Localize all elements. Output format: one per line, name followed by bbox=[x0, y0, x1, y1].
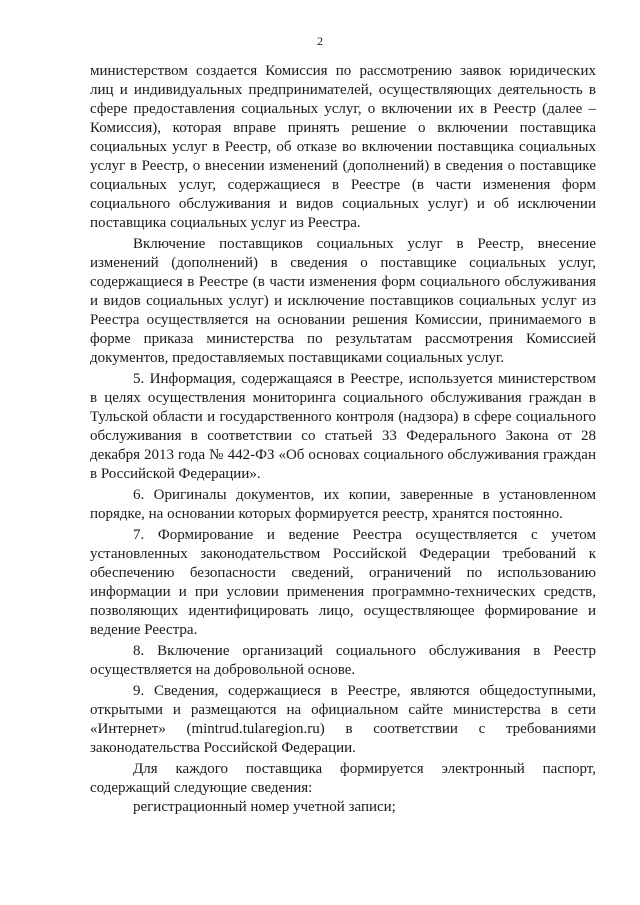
paragraph-item-9: 9. Сведения, содержащиеся в Реестре, являются общедоступными, открытыми и размещаются на официальном сайте министерства в сети «Интернет» (mintrud.tularegion.ru) в соответствии с требованиями законодательства Российской Федерации. bbox=[90, 683, 596, 756]
paragraph-item-8: 8. Включение организаций социального обслуживания в Реестр осуществляется на добровольной основе. bbox=[90, 643, 596, 678]
paragraph-commission: министерством создается Комиссия по рассмотрению заявок юридических лиц и индивидуальных предпринимателей, осуществляющих деятельность в сфере предоставления социальных услуг, о включении их в Реестр (далее – Комиссия), которая вправе принять решение о включении поставщика социальных услуг в Реестр, об отказе во включении поставщика социальных услуг в Реестр, о внесении изменений (дополнений) в сведения о поставщике социальных услуг, содержащиеся в Реестре (в части изменения форм социального обслуживания и видов социальных услуг) и об исключении поставщика социальных услуг из Реестра. bbox=[90, 63, 596, 231]
document-body bbox=[90, 62, 596, 817]
paragraph-item-5: 5. Информация, содержащаяся в Реестре, используется министерством в целях осуществления мониторинга социального обслуживания граждан в Тульской области и государственного контроля (надзора) в сфере социального обслуживания в соответствии со статьей 33 Федерального Закона от 28 декабря 2013 года № 442-ФЗ «Об основах социального обслуживания граждан в Российской Федерации». bbox=[90, 371, 596, 482]
paragraph-inclusion: Включение поставщиков социальных услуг в Реестр, внесение изменений (дополнений) в сведения о поставщике социальных услуг, содержащиеся в Реестре (в части изменения форм социального обслуживания и видов социальных услуг) и исключение поставщиков социальных услуг из Реестра осуществляется на основании решения Комиссии, принимаемого в форме приказа министерства по результатам рассмотрения Комиссией документов, предоставляемых поставщиками социальных услуг. bbox=[90, 236, 596, 366]
paragraph-item-7: 7. Формирование и ведение Реестра осуществляется с учетом установленных законодательством Российской Федерации требований к обеспечению безопасности сведений, ограничений по использованию информации и при условии применения программно-технических средств, позволяющих идентифицировать лицо, осуществляющее формирование и ведение Реестра. bbox=[90, 527, 596, 638]
paragraph-passport: Для каждого поставщика формируется электронный паспорт, содержащий следующие сведения: bbox=[90, 761, 596, 796]
page-number: 2 bbox=[317, 34, 323, 48]
paragraph-item-6: 6. Оригиналы документов, их копии, заверенные в установленном порядке, на основании которых формируется реестр, хранятся постоянно. bbox=[90, 487, 596, 522]
list-item: регистрационный номер учетной записи; bbox=[133, 799, 396, 815]
